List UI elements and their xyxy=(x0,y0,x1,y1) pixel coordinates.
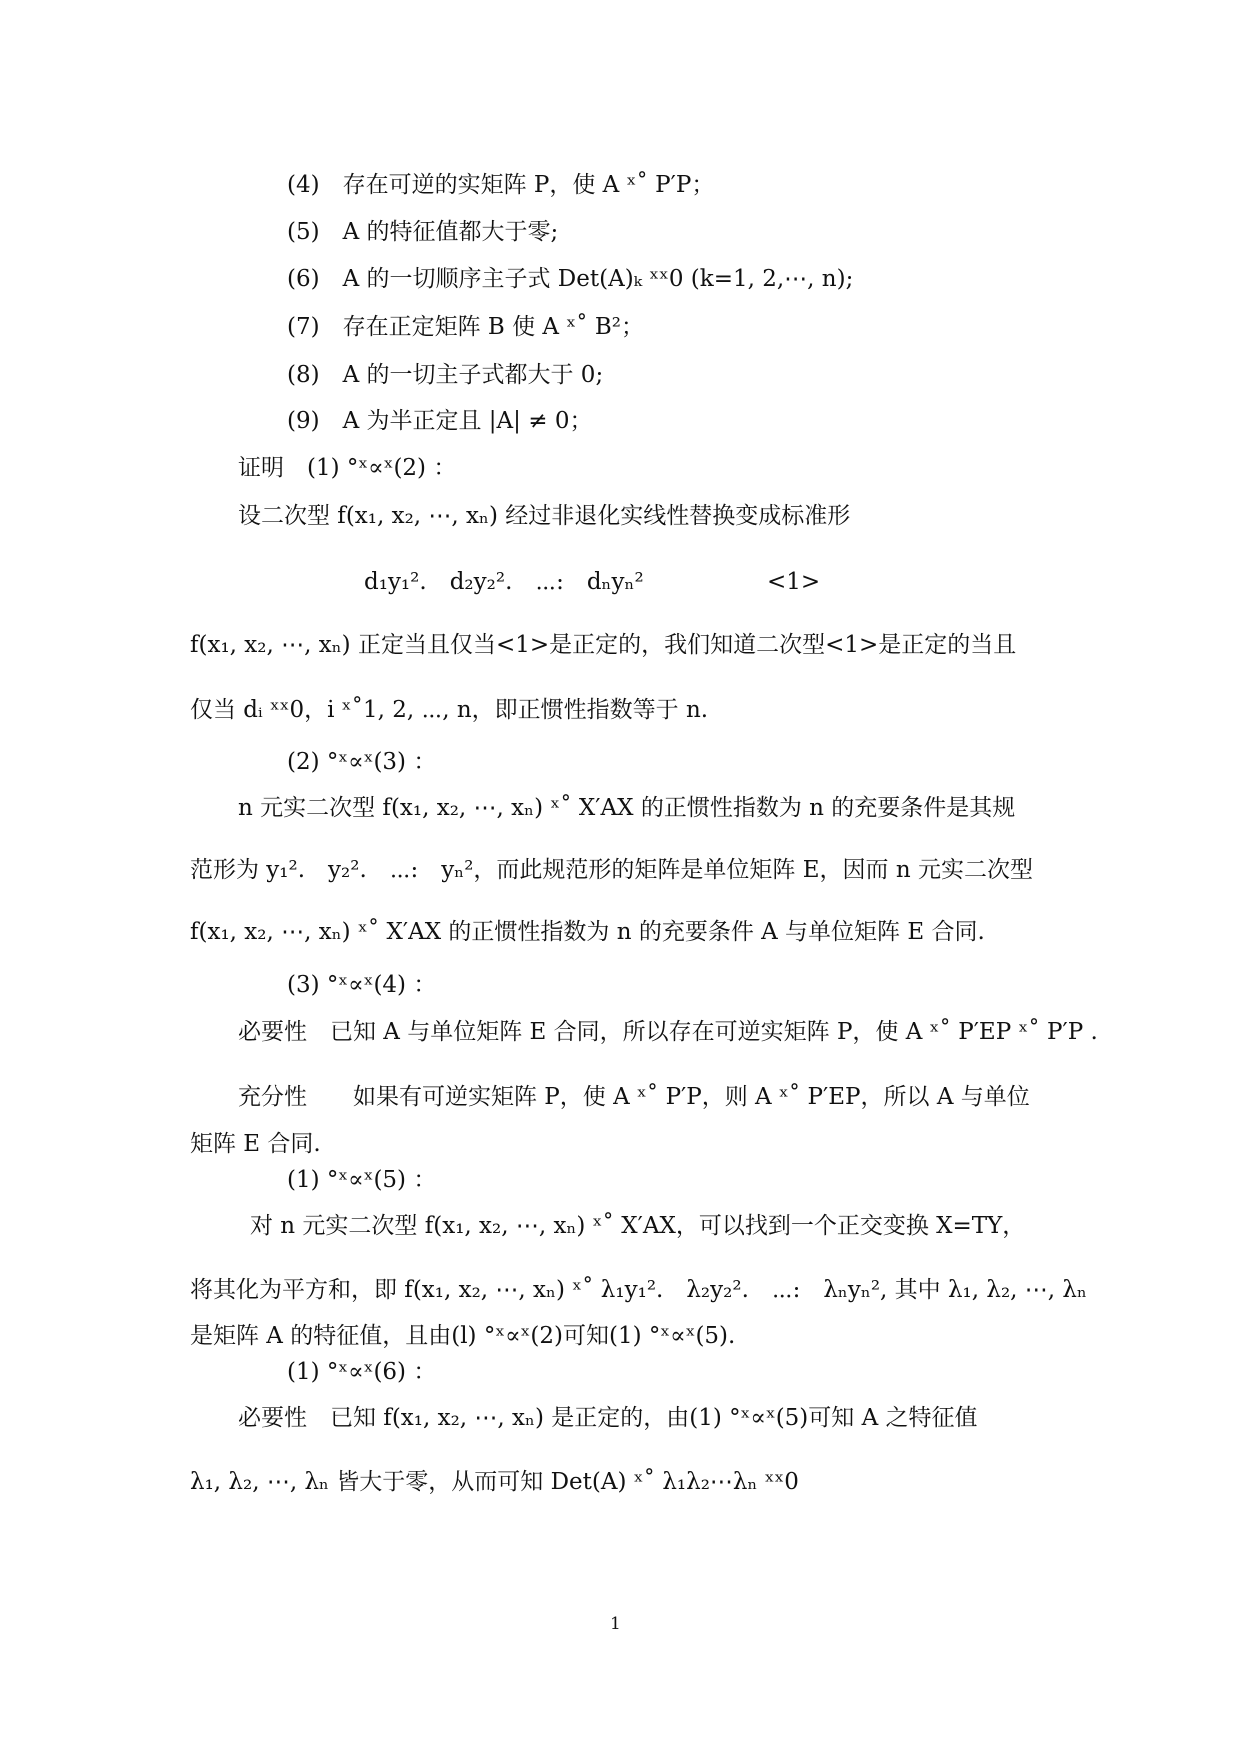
text-line: λ₁, λ₂, ⋯, λₙ 皆大于零，从而可知 Det(A) ˣ˚ λ₁λ₂⋯λₙ ˣˣ0 xyxy=(190,1469,799,1495)
page-number: 1 xyxy=(610,1614,621,1634)
list-item-7: (7) 存在正定矩阵 B 使 A ˣ˚ B²； xyxy=(287,314,645,340)
text-line: 矩阵 E 合同. xyxy=(190,1131,321,1157)
list-item-5: (5) A 的特征值都大于零; xyxy=(287,219,559,245)
equation-line: d₁y₁². d₂y₂². ⋯: dₙyₙ² xyxy=(364,569,644,595)
text-line: 是矩阵 A 的特征值，且由(l) °ˣ∝ˣ(2)可知(1) °ˣ∝ˣ(5). xyxy=(190,1323,736,1349)
text-line: 充分性 如果有可逆实矩阵 P，使 A ˣ˚ P′P，则 A ˣ˚ P′EP，所以 A 与单位 xyxy=(238,1084,1030,1110)
list-item-6: (6) A 的一切顺序主子式 Det(A)ₖ ˣˣ0 (k=1, 2,⋯, n); xyxy=(287,266,854,292)
text-line: n 元实二次型 f(x₁, x₂, ⋯, xₙ) ˣ˚ X′AX 的正惯性指数为 n 的充要条件是其规 xyxy=(238,795,1016,821)
text-line: f(x₁, x₂, ⋯, xₙ) 正定当且仅当<1>是正定的，我们知道二次型<1>是正定的当且 xyxy=(190,632,1017,658)
equation-number: <1> xyxy=(767,569,821,595)
text-line: 将其化为平方和，即 f(x₁, x₂, ⋯, xₙ) ˣ˚ λ₁y₁². λ₂y₂². ⋯: λₙyₙ², 其中 λ₁, λ₂, ⋯, λₙ xyxy=(190,1277,1087,1303)
list-item-9: (9) A 为半正定且 |A| ≠ 0； xyxy=(287,408,593,434)
step-heading: (3) °ˣ∝ˣ(4) ： xyxy=(287,972,437,998)
text-line: 必要性 已知 A 与单位矩阵 E 合同，所以存在可逆实矩阵 P，使 A ˣ˚ P′EP ˣ˚ P′P . xyxy=(238,1019,1098,1045)
text-line: 必要性 已知 f(x₁, x₂, ⋯, xₙ) 是正定的，由(1) °ˣ∝ˣ(5)可知 A 之特征值 xyxy=(238,1405,978,1431)
text-line: 对 n 元实二次型 f(x₁, x₂, ⋯, xₙ) ˣ˚ X′AX，可以找到一个正交变换 X=TY， xyxy=(250,1213,1026,1239)
list-item-8: (8) A 的一切主子式都大于 0; xyxy=(287,362,604,388)
text-line: 仅当 dᵢ ˣˣ0，i ˣ˚1, 2, ⋯, n，即正惯性指数等于 n. xyxy=(190,697,709,723)
proof-heading: 证明 (1) °ˣ∝ˣ(2) ： xyxy=(238,455,457,481)
text-line: 范形为 y₁². y₂². ⋯: yₙ²，而此规范形的矩阵是单位矩阵 E，因而 n 元实二次型 xyxy=(190,857,1033,883)
text-line: f(x₁, x₂, ⋯, xₙ) ˣ˚ X′AX 的正惯性指数为 n 的充要条件 A 与单位矩阵 E 合同. xyxy=(190,919,985,945)
list-item-4: (4) 存在可逆的实矩阵 P，使 A ˣ˚ P′P； xyxy=(287,172,715,198)
step-heading: (2) °ˣ∝ˣ(3) ： xyxy=(287,749,437,775)
step-heading: (1) °ˣ∝ˣ(5) ： xyxy=(287,1167,437,1193)
text-line: 设二次型 f(x₁, x₂, ⋯, xₙ) 经过非退化实线性替换变成标准形 xyxy=(238,503,851,529)
step-heading: (1) °ˣ∝ˣ(6) ： xyxy=(287,1359,437,1385)
